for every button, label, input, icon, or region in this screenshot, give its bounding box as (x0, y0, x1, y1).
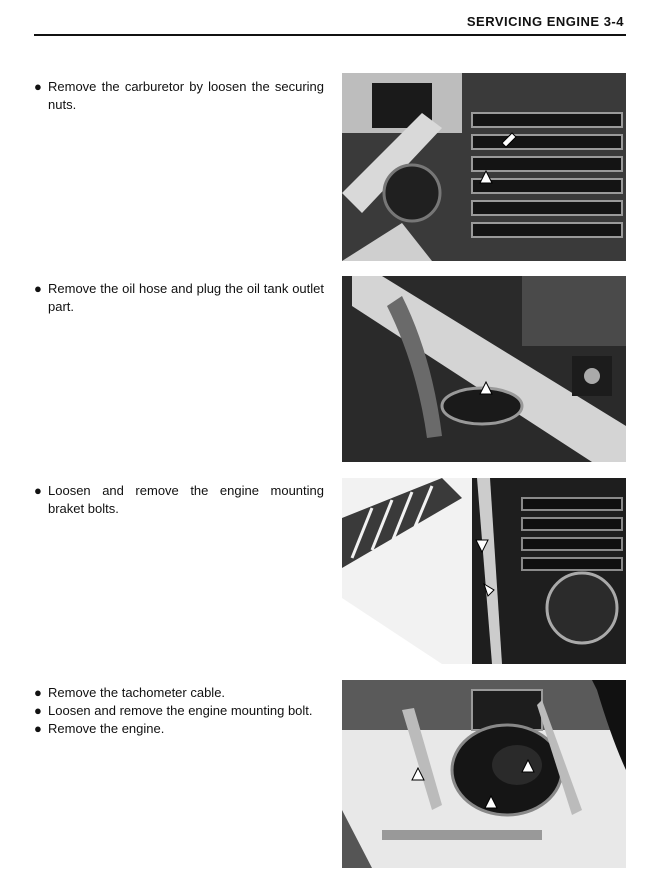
step-2-photo-oil-hose (342, 276, 626, 462)
bullet-icon: ● (34, 483, 42, 498)
page-header (34, 10, 626, 36)
step-4-text-2: Loosen and remove the engine mounting bolt. (48, 703, 313, 718)
bullet-icon: ● (34, 281, 42, 296)
list-item (34, 280, 324, 316)
bullet-icon: ● (34, 721, 42, 736)
list-item (34, 78, 324, 114)
step-1-text: Remove the carburetor by loosen the securing nuts. (48, 79, 324, 112)
bullet-icon: ● (34, 703, 42, 718)
list-item (34, 684, 324, 702)
step-4-instructions (34, 684, 324, 738)
page-title: SERVICING ENGINE 3-4 (466, 14, 624, 29)
step-3-photo-mounting-bracket (342, 478, 626, 664)
step-1-photo-carburetor (342, 73, 626, 261)
step-3-text: Loosen and remove the engine mounting braket bolts. (48, 483, 324, 516)
step-2-instructions (34, 280, 324, 316)
bullet-icon: ● (34, 685, 42, 700)
list-item (34, 720, 324, 738)
step-2-text: Remove the oil hose and plug the oil tank outlet part. (48, 281, 324, 314)
step-4-text-1: Remove the tachometer cable. (48, 685, 226, 700)
step-4-text-3: Remove the engine. (48, 721, 165, 736)
step-1-instructions (34, 78, 324, 114)
bullet-icon: ● (34, 79, 42, 94)
list-item (34, 702, 324, 720)
list-item (34, 482, 324, 518)
step-4-photo-engine (342, 680, 626, 868)
step-3-instructions (34, 482, 324, 518)
